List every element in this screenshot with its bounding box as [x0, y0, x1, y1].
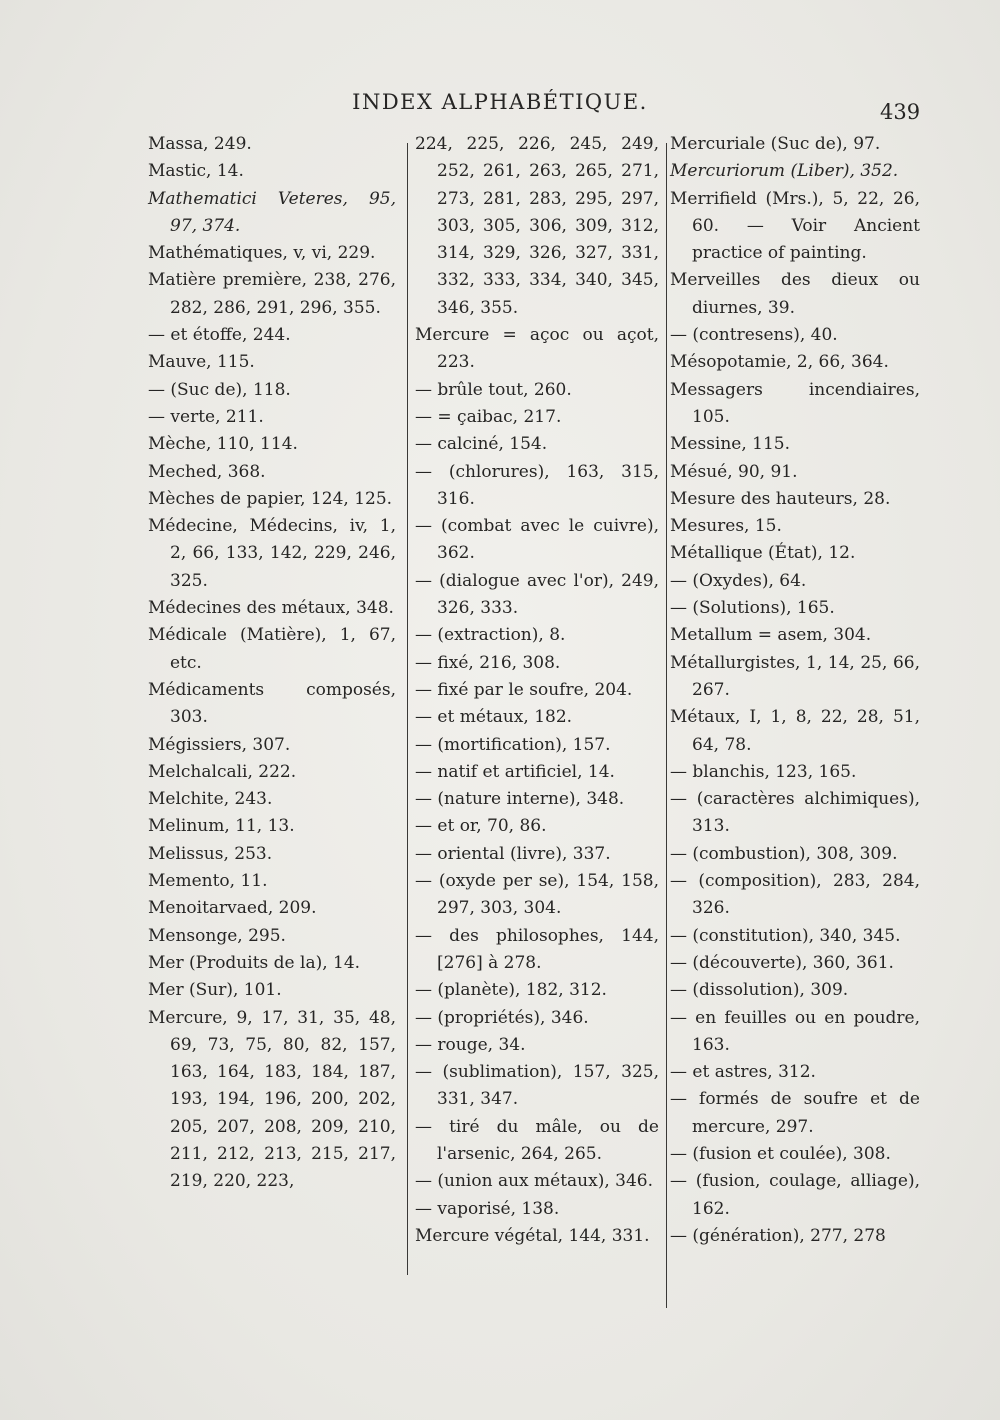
index-entry: — = çaibac, 217. [415, 406, 562, 427]
index-entry: Menoitarvaed, 209. [148, 898, 317, 919]
index-entry: Médicale (Matière), 1, 67, etc. [148, 625, 396, 673]
index-entry: — natif et artificiel, 14. [415, 761, 615, 782]
column-divider [407, 143, 408, 1275]
index-entry: Médecines des métaux, 348. [148, 598, 394, 619]
index-entry: Merrifield (Mrs.), 5, 22, 26, 60. — Voir Ancient practice of painting. [670, 188, 920, 264]
page-number: 439 [880, 100, 921, 124]
index-entry: Melinum, 11, 13. [148, 816, 295, 837]
index-column-3 [670, 131, 920, 1291]
index-entry: — (combustion), 308, 309. [670, 843, 898, 864]
index-entry: — (découverte), 360, 361. [670, 952, 894, 973]
index-entry: — (combat avec le cuivre), 362. [415, 516, 659, 564]
index-entry: Mésué, 90, 91. [670, 461, 798, 482]
index-entry: — (composition), 283, 284, 326. [670, 871, 920, 919]
index-entry: Messine, 115. [670, 434, 791, 455]
index-entry: — (chlorures), 163, 315, 316. [415, 461, 659, 509]
index-entry: Mer (Produits de la), 14. [148, 952, 361, 973]
index-entry: Métaux, I, 1, 8, 22, 28, 51, 64, 78. [670, 707, 920, 755]
index-entry: Mensonge, 295. [148, 925, 286, 946]
index-entry: 224, 225, 226, 245, 249, 252, 261, 263, 265, 271, 273, 281, 283, 295, 297, 303, 305, 306, 309, 312, 314, 329, 326, 327, 331, 332, 333, 334, 340, 345, 346, 355. [415, 134, 659, 318]
index-entry: — formés de soufre et de mercure, 297. [670, 1089, 920, 1137]
index-entry: Mathématiques, v, vi, 229. [148, 243, 376, 264]
index-entry: — verte, 211. [148, 406, 264, 427]
index-entry: — (Oxydes), 64. [670, 570, 807, 591]
index-entry: — des philosophes, 144, [276] à 278. [415, 925, 659, 973]
index-entry: Melchalcali, 222. [148, 761, 297, 782]
index-entry: Melissus, 253. [148, 843, 273, 864]
index-entry: — (planète), 182, 312. [415, 980, 607, 1001]
index-entry: Mégissiers, 307. [148, 734, 291, 755]
index-entry: Mercure = açoc ou açot, 223. [415, 325, 659, 373]
index-entry: — (oxyde per se), 154, 158, 297, 303, 304. [415, 871, 659, 919]
index-entry: — (fusion, coulage, alliage), 162. [670, 1171, 920, 1219]
index-entry: — (sublimation), 157, 325, 331, 347. [415, 1062, 659, 1110]
index-entry: Matière première, 238, 276, 282, 286, 291, 296, 355. [148, 270, 396, 318]
index-entry: — oriental (livre), 337. [415, 843, 611, 864]
index-entry: Mesure des hauteurs, 28. [670, 488, 891, 509]
index-entry: Mercure végétal, 144, 331. [415, 1225, 650, 1246]
index-entry: — et étoffe, 244. [148, 325, 291, 346]
index-entry: — en feuilles ou en poudre, 163. [670, 1007, 920, 1055]
index-entry: Messagers incendiaires, 105. [670, 379, 920, 427]
index-entry: Mauve, 115. [148, 352, 255, 373]
index-entry: — brûle tout, 260. [415, 379, 572, 400]
index-entry: Mercure, 9, 17, 31, 35, 48, 69, 73, 75, 80, 82, 157, 163, 164, 183, 184, 187, 193, 194, 196, 200, 202, 205, 207, 208, 209, 210, 211, 212, 213, 215, 217, 219, 220, 223, [148, 1007, 396, 1192]
column-divider [666, 143, 667, 1308]
index-entry: — (mortification), 157. [415, 734, 611, 755]
index-entry: — et or, 70, 86. [415, 816, 547, 837]
index-entry: Médicaments composés, 303. [148, 679, 396, 728]
index-entry: Métallurgistes, 1, 14, 25, 66, 267. [670, 652, 920, 700]
index-entry: — (Suc de), 118. [148, 379, 291, 400]
index-entry: — rouge, 34. [415, 1034, 526, 1055]
index-entry: — (Solutions), 165. [670, 598, 835, 619]
index-entry: Mercuriale (Suc de), 97. [670, 134, 881, 154]
index-entry: Médecine, Médecins, iv, 1, 2, 66, 133, 142, 229, 246, 325. [148, 516, 396, 591]
index-entry: — fixé, 216, 308. [415, 652, 561, 673]
index-entry: — et métaux, 182. [415, 707, 573, 728]
index-entry: Mèche, 110, 114. [148, 434, 298, 455]
index-column-1 [148, 131, 396, 1291]
index-entry: — (contresens), 40. [670, 325, 838, 346]
index-entry: — (nature interne), 348. [415, 789, 625, 810]
index-entry: Mathematici Veteres, 95, 97, 374. [148, 188, 396, 236]
index-entry: — et astres, 312. [670, 1062, 816, 1083]
index-entry: — (caractères alchimiques), 313. [670, 789, 920, 837]
index-entry: — vaporisé, 138. [415, 1198, 560, 1219]
index-entry: Massa, 249. [148, 134, 252, 154]
index-entry: — (génération), 277, 278 [670, 1225, 886, 1246]
index-entry: — (propriétés), 346. [415, 1007, 589, 1028]
running-head: INDEX ALPHABÉTIQUE. [352, 90, 648, 114]
index-entry: Merveilles des dieux ou diurnes, 39. [670, 270, 920, 318]
index-entry: — fixé par le soufre, 204. [415, 679, 633, 700]
index-entry: Metallum = asem, 304. [670, 625, 872, 646]
index-entry: — (constitution), 340, 345. [670, 925, 901, 946]
index-entry: Memento, 11. [148, 871, 268, 892]
index-entry: — blanchis, 123, 165. [670, 761, 857, 782]
index-entry: — (fusion et coulée), 308. [670, 1143, 891, 1164]
index-entry: — calciné, 154. [415, 434, 548, 455]
index-entry: — (dissolution), 309. [670, 980, 849, 1001]
index-entry: Mercuriorum (Liber), 352. [670, 161, 899, 182]
index-entry: Métallique (État), 12. [670, 543, 856, 564]
index-entry: Meched, 368. [148, 461, 266, 482]
index-entry: — (extraction), 8. [415, 625, 566, 646]
index-entry: Mastic, 14. [148, 161, 244, 182]
index-entry: — tiré du mâle, ou de l'arsenic, 264, 265. [415, 1116, 659, 1164]
index-entry: Mèches de papier, 124, 125. [148, 488, 393, 509]
index-entry: Melchite, 243. [148, 789, 273, 810]
index-entry: — (dialogue avec l'or), 249, 326, 333. [415, 570, 659, 619]
index-entry: Mesures, 15. [670, 516, 782, 537]
index-entry: — (union aux métaux), 346. [415, 1171, 654, 1192]
index-entry: Mer (Sur), 101. [148, 980, 282, 1001]
index-column-2 [415, 131, 659, 1291]
index-entry: Mésopotamie, 2, 66, 364. [670, 352, 889, 373]
